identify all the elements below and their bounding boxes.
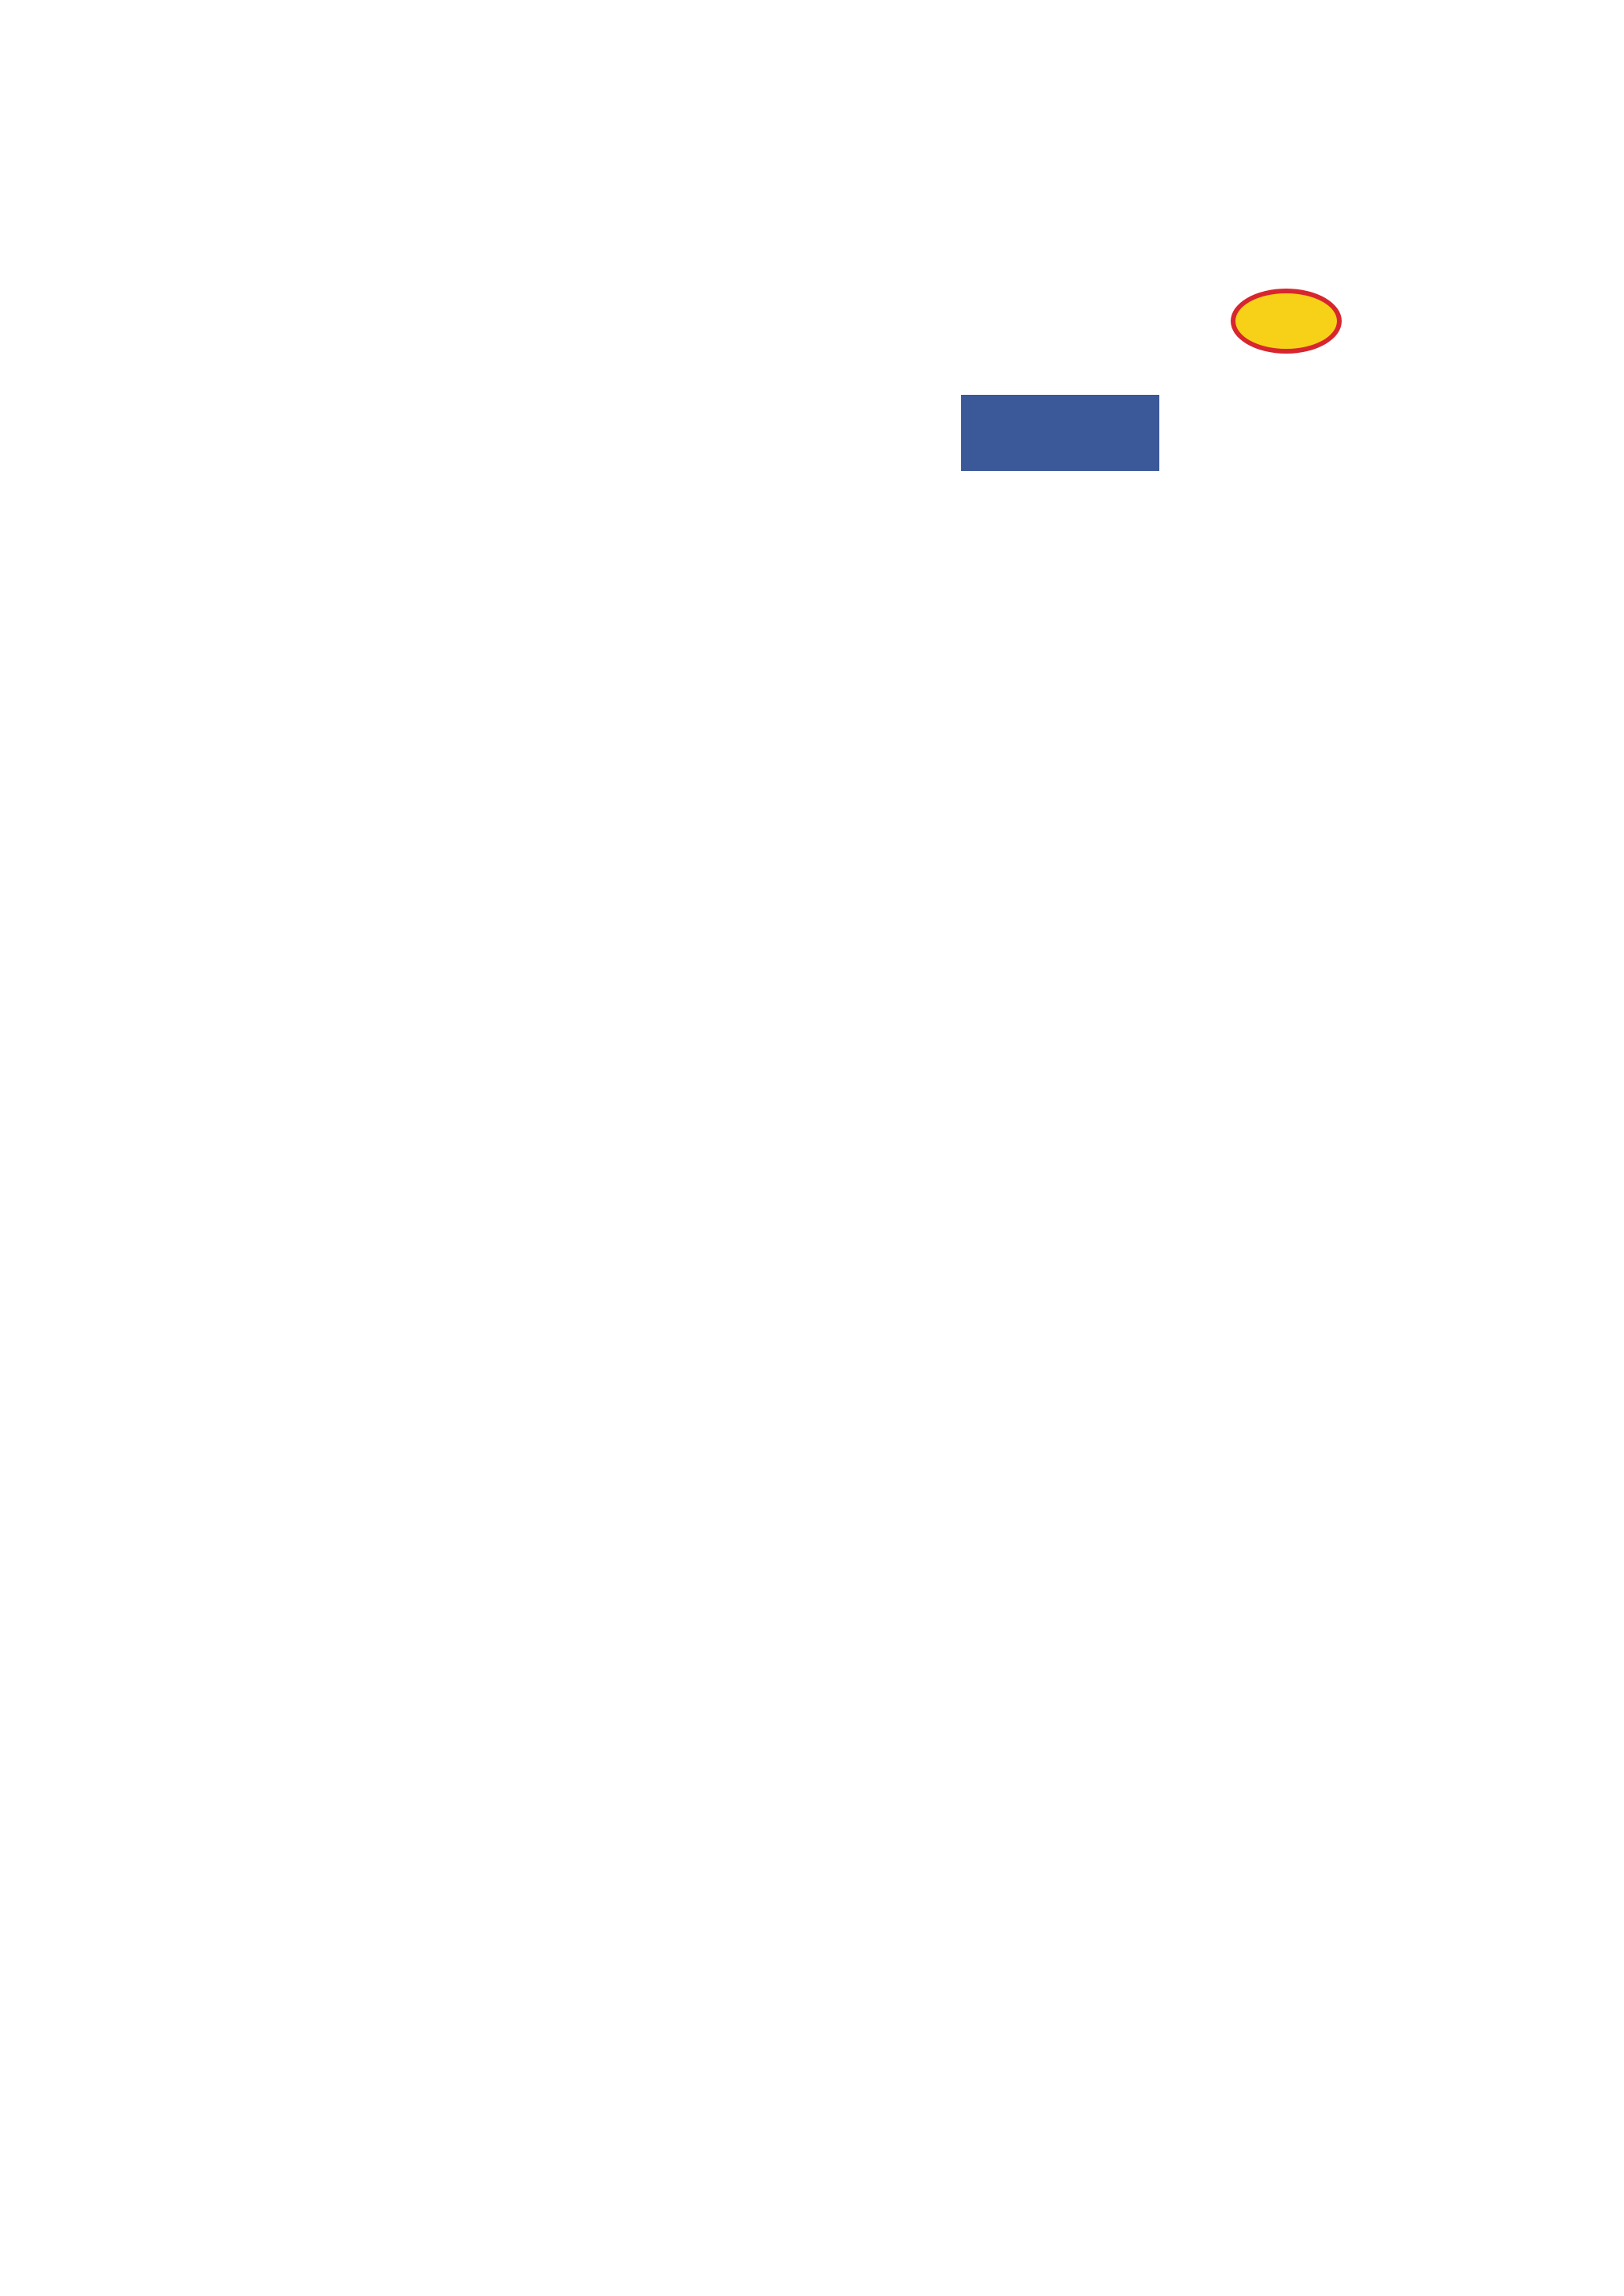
decorative-circles-right xyxy=(1530,1395,1624,2296)
facebook-badge[interactable] xyxy=(961,395,1159,471)
logo-mark xyxy=(1231,289,1342,354)
mr-commerce-logo[interactable] xyxy=(1231,285,1346,357)
